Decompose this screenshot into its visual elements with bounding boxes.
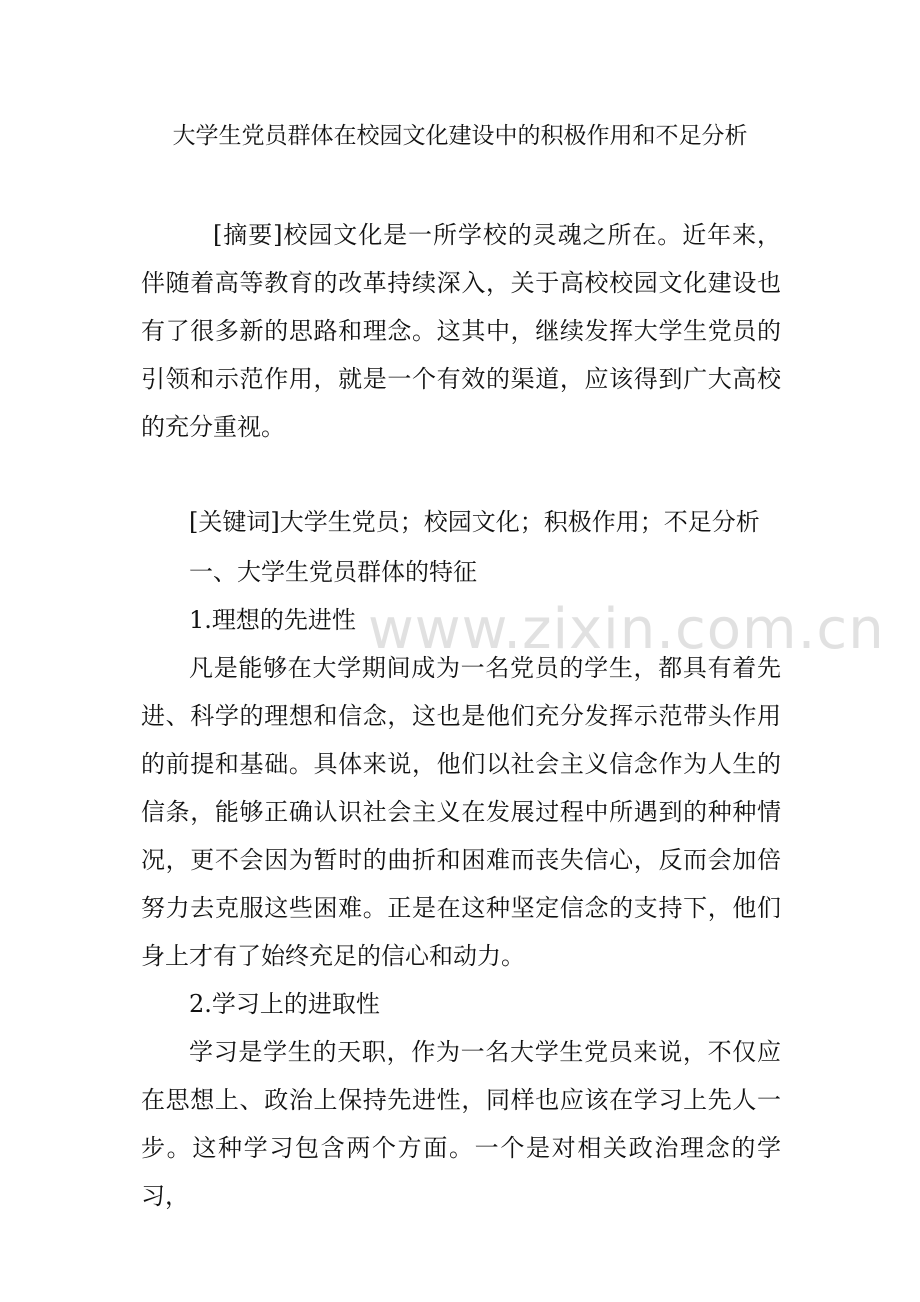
subsection-heading-2: 2.学习上的进取性 [189, 990, 380, 1018]
subsection-heading-1: 1.理想的先进性 [189, 606, 356, 634]
subsection-2-paragraph: 学习是学生的天职，作为一名大学生党员来说，不仅应在思想上、政治上保持先进性，同样也应该在学习上先人一步。这种学习包含两个方面。一个是对相关政治理念的学习， [141, 1038, 781, 1210]
document-title: 大学生党员群体在校园文化建设中的积极作用和不足分析 [172, 123, 748, 149]
keywords-line: [关键词]大学生党员；校园文化；积极作用；不足分析 [189, 508, 760, 536]
section-heading-1: 一、大学生党员群体的特征 [189, 558, 477, 586]
subsection-1-paragraph: 凡是能够在大学期间成为一名党员的学生，都具有着先进、科学的理想和信念，这也是他们充分发挥示范带头作用的前提和基础。具体来说，他们以社会主义信念作为人生的信条，能够正确认识社会主义在发展过程中所遇到的种种情况，更不会因为暂时的曲折和困难而丧失信心，反而会加倍努力去克服这些困难。正是在这种坚定信念的支持下，他们身上才有了始终充足的信心和动力。 [141, 654, 781, 970]
abstract-paragraph: [摘要]校园文化是一所学校的灵魂之所在。近年来，伴随着高等教育的改革持续深入，关于高校校园文化建设也有了很多新的思路和理念。这其中，继续发挥大学生党员的引领和示范作用，就是一个有效的渠道，应该得到广大高校的充分重视。 [141, 221, 781, 441]
watermark: www.zixin.com.cn [368, 597, 885, 662]
